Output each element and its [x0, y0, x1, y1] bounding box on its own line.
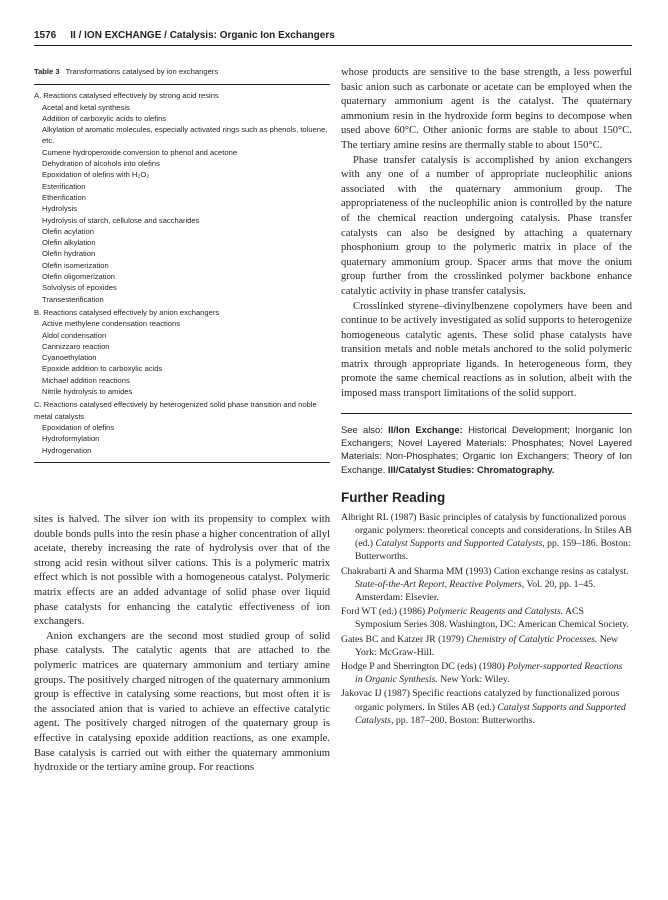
table-item: Olefin oligomerization: [42, 272, 116, 282]
table-group-b: [34, 307, 330, 397]
section-title: II / ION EXCHANGE / Catalysis: Organic Ion Exchangers: [70, 30, 335, 41]
table-item: Active methylene condensation reactions: [42, 319, 181, 329]
see-also-prefix: III/Catalyst Studies:: [387, 463, 475, 475]
table-item: Alkylation of aromatic molecules, especially activated rings such as phenols, toluene, etc.: [42, 125, 328, 146]
table-item: Acetal and ketal synthesis: [42, 102, 130, 112]
table-item: Cyanoethylation: [42, 353, 97, 363]
table-item: Olefin alkylation: [42, 238, 96, 248]
paragraph: Crosslinked styrene–divinylbenzene copolymers have been and continue to be actively investigated as solid supports to heterogenize homogeneous catalytic agents. These solid phase catalysts have transition metals and noble metals anchored to the solid polymeric matrix through appropriate ligands. In heterogeneous form, they promote the same chemical reactions as in solution, albeit with the imposed mass transport limitations of the solid support.: [341, 300, 632, 400]
reference-item: Hodge P and Sherrington DC (eds) (1980) Polymer-supported Reactions in Organic Synthesis. New York: Wiley.: [341, 661, 623, 686]
table-label: Table 3: [34, 67, 60, 76]
table-item: Etherification: [42, 192, 86, 202]
see-also-link[interactable]: Historical Development; Inorganic Ion Exchangers; Novel Layered Materials: Phosphates; Novel Layered Materials: Non-Phosphates; Organic Ion Exchangers; Theory of Ion Exchange.: [341, 423, 633, 475]
see-also-link[interactable]: Chromatography.: [477, 463, 555, 475]
table-item: Epoxidation of olefins: [42, 422, 115, 432]
paragraph: sites is halved. The silver ion with its propensity to complex with double bonds pulls into the resin phase a higher concentration of allyl acetate, thereby increasing the rate of hydrolysis over that of the strong acid resin without silver cations. This is a polymeric matrix effect which is not possible with a homogeneous catalyst. Polymeric matrix effects are an added advantage of solid phase over liquid phase catalysts for enhancing the catalytic effectiveness of ion exchangers.: [34, 514, 330, 628]
table-item: Epoxide addition to carboxylic acids: [42, 364, 163, 374]
table-item: Olefin acylation: [42, 226, 94, 236]
table-caption-text: Transformations catalysed by ion exchangers: [65, 67, 219, 76]
table-group-heading: A. Reactions catalysed effectively by strong acid resins: [34, 91, 219, 101]
table-item: Aldol condensation: [42, 330, 107, 340]
table-3: [34, 66, 330, 463]
reference-list: [341, 511, 632, 727]
table-item: Olefin hydration: [42, 249, 96, 259]
running-head: [34, 30, 632, 46]
reference-item: Gates BC and Katzer JR (1979) Chemistry of Catalytic Processes. New York: McGraw-Hill.: [341, 633, 619, 658]
table-caption: [34, 66, 330, 85]
table-item: Cumene hydroperoxide conversion to phenol and acetone: [42, 147, 238, 157]
table-item: Michael addition reactions: [42, 375, 130, 385]
right-column: [341, 66, 632, 728]
table-item: Epoxidation of olefins with H₂O₂: [42, 170, 150, 180]
table-group-heading: C. Reactions catalysed effectively by heterogenized solid phase transition and noble metal catalysts: [34, 400, 317, 421]
table-item: Olefin isomerization: [42, 260, 109, 270]
table-item: Esterification: [42, 181, 86, 191]
table-item: Hydroformylation: [42, 434, 100, 444]
table-item: Cannizzaro reaction: [42, 341, 110, 351]
table-group-heading: B. Reactions catalysed effectively by anion exchangers: [34, 307, 220, 317]
table-item: Transesterification: [42, 294, 104, 304]
table-item: Solvolysis of epoxides: [42, 283, 117, 293]
reference-item: Chakrabarti A and Sharma MM (1993) Cation exchange resins as catalyst. State-of-the-Art Report, Reactive Polymers, Vol. 20, pp. 1–45. Amsterdam: Elsevier.: [341, 565, 629, 604]
see-also-prefix: II/Ion Exchange:: [388, 423, 463, 435]
paragraph: Phase transfer catalysis is accomplished by anion exchangers with any one of a number of appropriate nucleophilic anions associated with the quaternary ammonium group. The appropriateness of the nucleophilic anion is controlled by the nature of the chemical reaction undergoing catalysis. Phase transfer catalysts can also be designed by attaching a quaternary phosphonium group to the polymeric matrix in place of the quaternary ammonium group. Spacer arms that move the onium group further from the crosslinked polymer backbone enhance catalytic activity in phase transfer catalysis.: [341, 154, 632, 297]
see-also-label: See also:: [341, 423, 383, 435]
further-reading-title: Further Reading: [341, 489, 446, 505]
see-also: [341, 413, 632, 476]
table-item: Addition of carboxylic acids to olefins: [42, 113, 167, 123]
table-item: Dehydration of alcohols into olefins: [42, 159, 160, 169]
reference-item: Jakovac IJ (1987) Specific reactions catalyzed by functionalized porous organic polymers. In Stiles AB (ed.) Catalyst Supports and Supported Catalysts, pp. 187–200. Boston: Butterworths.: [341, 688, 626, 726]
table-item: Hydrolysis of starch, cellulose and saccharides: [42, 215, 200, 225]
reference-item: Ford WT (ed.) (1986) Polymeric Reagents and Catalysts. ACS Symposium Series 308. Washington, DC: American Chemical Society.: [341, 606, 629, 631]
table-group-c: [34, 399, 330, 455]
left-body-text: [34, 513, 330, 776]
paragraph: whose products are sensitive to the base strength, a less powerful basic anion such as carbonate or acetate can be employed when the quaternary ammonium agent is the catalyst. The quaternary ammonium resin in the hydroxide form begins to decompose when used above 60°C. Other anionic forms are stable to about 150°C. The tertiary amine resins are thermally stable to about 150°C.: [341, 67, 632, 151]
page-number: 1576: [34, 30, 57, 41]
table-item: Hydrolysis: [42, 204, 78, 214]
table-item: Nitrile hydrolysis to amides: [42, 387, 133, 397]
paragraph: Anion exchangers are the second most studied group of solid phase catalysts. The catalytic agents that are attached to the polymeric matrices are quaternary ammonium and tertiary amine groups. The positively charged nitrogen of the quaternary ammonium group is effective in catalysing some reactions, but most often it is the associated anion that is varied to achieve an effective catalytic agent. The positively charged nitrogen of the quaternary group is effective in catalysing epoxide addition reactions, as one example. Base catalysis is carried out with either the quaternary ammonium hydroxide or the tertiary amine group. For reactions: [34, 630, 330, 774]
reference-item: Albright RL (1987) Basic principles of catalysis by functionalized porous organic polymers: theoretical concepts and considerations. In Stiles AB (ed.) Catalyst Supports and Supported Catalysts, pp. 159–186. Boston: Butterworths.: [341, 511, 632, 563]
table-body: [34, 85, 330, 463]
table-item: Hydrogenation: [42, 445, 92, 455]
table-group-a: [34, 90, 330, 305]
